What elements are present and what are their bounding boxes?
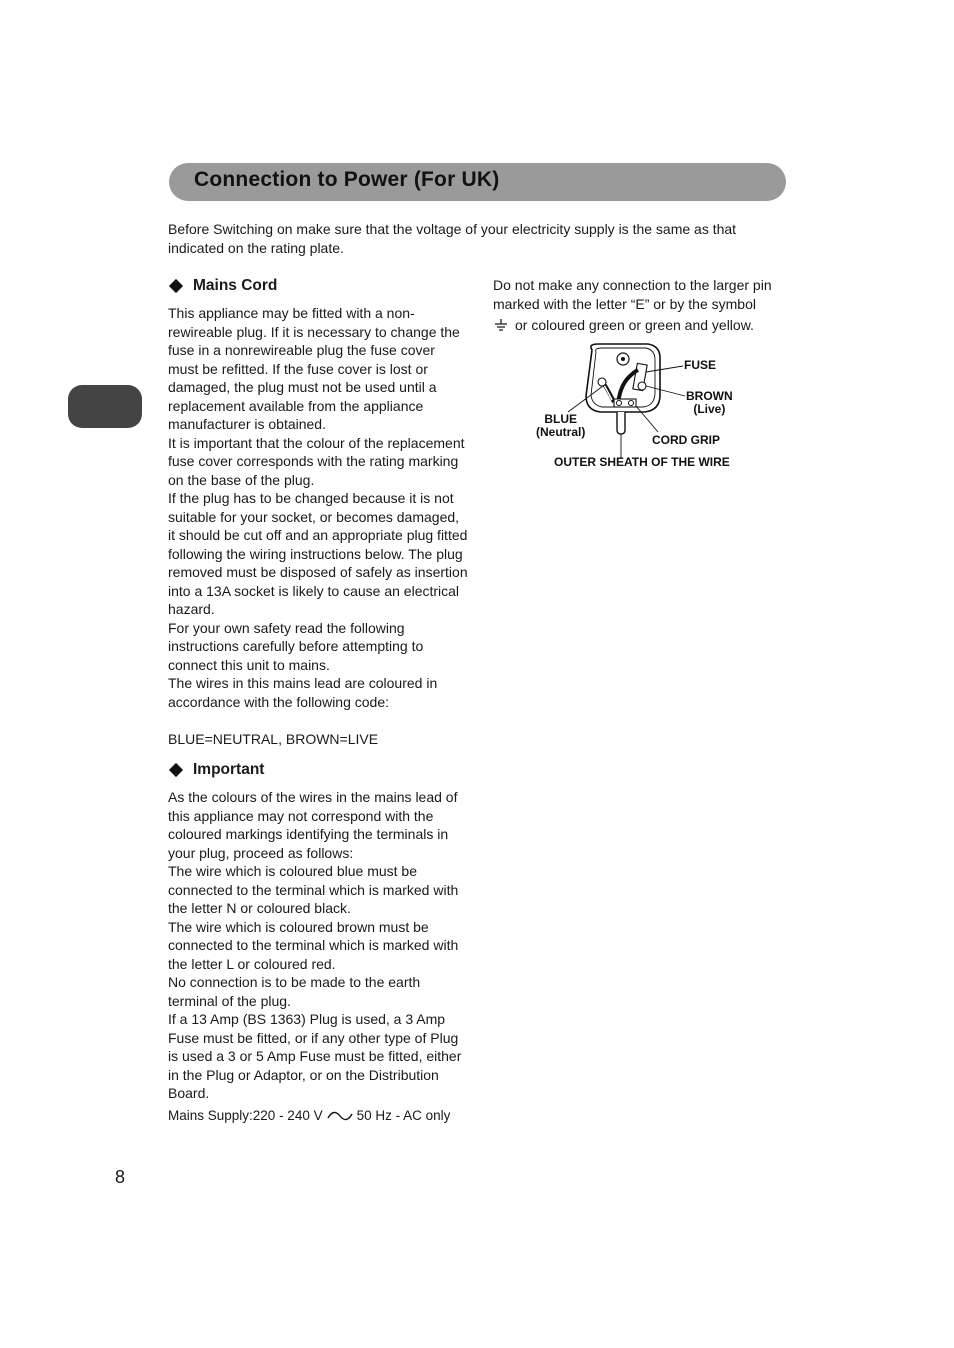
mains-cord-paragraph: If the plug has to be changed because it is not suitable for your socket, or becomes damaged, it should be cut off and an appropriate plug fitted following the wiring instructions below. The plug removed must be disposed of safely as insertion into a 13A socket is likely to cause an electrical hazard. bbox=[168, 490, 468, 617]
important-paragraph: If a 13 Amp (BS 1363) Plug is used, a 3 Amp Fuse must be fitted, or if any other type of Plug is used a 3 or 5 Amp Fuse must be fitted, either in the Plug or Adaptor, or on the Distribution Board. bbox=[168, 1011, 462, 1101]
earth-colour-text: or coloured green or green and yellow. bbox=[515, 317, 754, 333]
cord-grip-label: CORD GRIP bbox=[652, 433, 721, 447]
mains-cord-heading bbox=[168, 276, 468, 296]
outer-sheath-label: OUTER SHEATH OF THE WIRE bbox=[554, 455, 730, 469]
neutral-label: (Neutral) bbox=[536, 425, 586, 439]
important-paragraph: No connection is to be made to the earth terminal of the plug. bbox=[168, 974, 421, 1009]
mains-cord-paragraph: The wires in this mains lead are coloured in accordance with the following code: bbox=[168, 675, 438, 710]
fuse-label: FUSE bbox=[684, 358, 717, 372]
brown-live-label bbox=[686, 390, 733, 416]
mains-cord-paragraph: For your own safety read the following instructions carefully before attempting to connect this unit to mains. bbox=[168, 619, 424, 673]
mains-cord-heading-text: Mains Cord bbox=[193, 276, 278, 294]
blue-label: BLUE bbox=[544, 412, 577, 426]
earth-pin-paragraph: Do not make any connection to the larger pin marked with the letter “E” or by the symbol bbox=[493, 277, 772, 312]
diamond-bullet-icon bbox=[169, 279, 183, 293]
mains-cord-paragraph: This appliance may be fitted with a non-rewireable plug. If it is necessary to change the fuse in a nonrewireable plug the fuse cover must be refitted. If the fuse cover is lost or damaged, the plug must not be used until a replacement available from the appliance manufacturer is obtained. bbox=[168, 305, 460, 432]
side-tab-marker bbox=[68, 385, 142, 428]
live-label: (Live) bbox=[693, 402, 726, 416]
intro-paragraph: Before Switching on make sure that the voltage of your electricity supply is the same as that indicated on the rating plate. bbox=[168, 221, 737, 256]
earth-line bbox=[493, 316, 793, 335]
ac-wave-icon bbox=[327, 1110, 353, 1122]
earth-ground-icon bbox=[493, 318, 509, 332]
important-paragraph: The wire which is coloured brown must be connected to the terminal which is marked with the letter L or coloured red. bbox=[168, 918, 459, 972]
diamond-bullet-icon bbox=[169, 763, 183, 777]
mains-cord-paragraph: It is important that the colour of the replacement fuse cover corresponds with the rating marking on the base of the plug. bbox=[168, 434, 465, 488]
left-column bbox=[168, 276, 468, 1125]
mains-supply-prefix: Mains Supply:220 - 240 V bbox=[168, 1107, 323, 1123]
important-paragraph: As the colours of the wires in the mains lead of this appliance may not correspond with the coloured markings identifying the terminals in your plug, proceed as follows: bbox=[168, 789, 458, 861]
mains-supply-suffix: 50 Hz - AC only bbox=[356, 1107, 451, 1123]
section-title-bar bbox=[169, 163, 786, 201]
important-heading bbox=[168, 760, 468, 780]
mains-supply-line bbox=[168, 1107, 468, 1126]
important-heading-text: Important bbox=[193, 760, 265, 778]
plug-wiring-diagram bbox=[530, 340, 750, 475]
brown-label: BROWN bbox=[686, 389, 733, 403]
important-paragraph: The wire which is coloured blue must be connected to the terminal which is marked with the letter N or coloured black. bbox=[168, 863, 459, 916]
blue-neutral-label bbox=[536, 413, 585, 439]
colour-code: BLUE=NEUTRAL, BROWN=LIVE bbox=[168, 730, 379, 747]
right-column bbox=[493, 276, 793, 335]
page-number: 8 bbox=[115, 1167, 126, 1187]
page-title: Connection to Power (For UK) bbox=[194, 168, 500, 191]
